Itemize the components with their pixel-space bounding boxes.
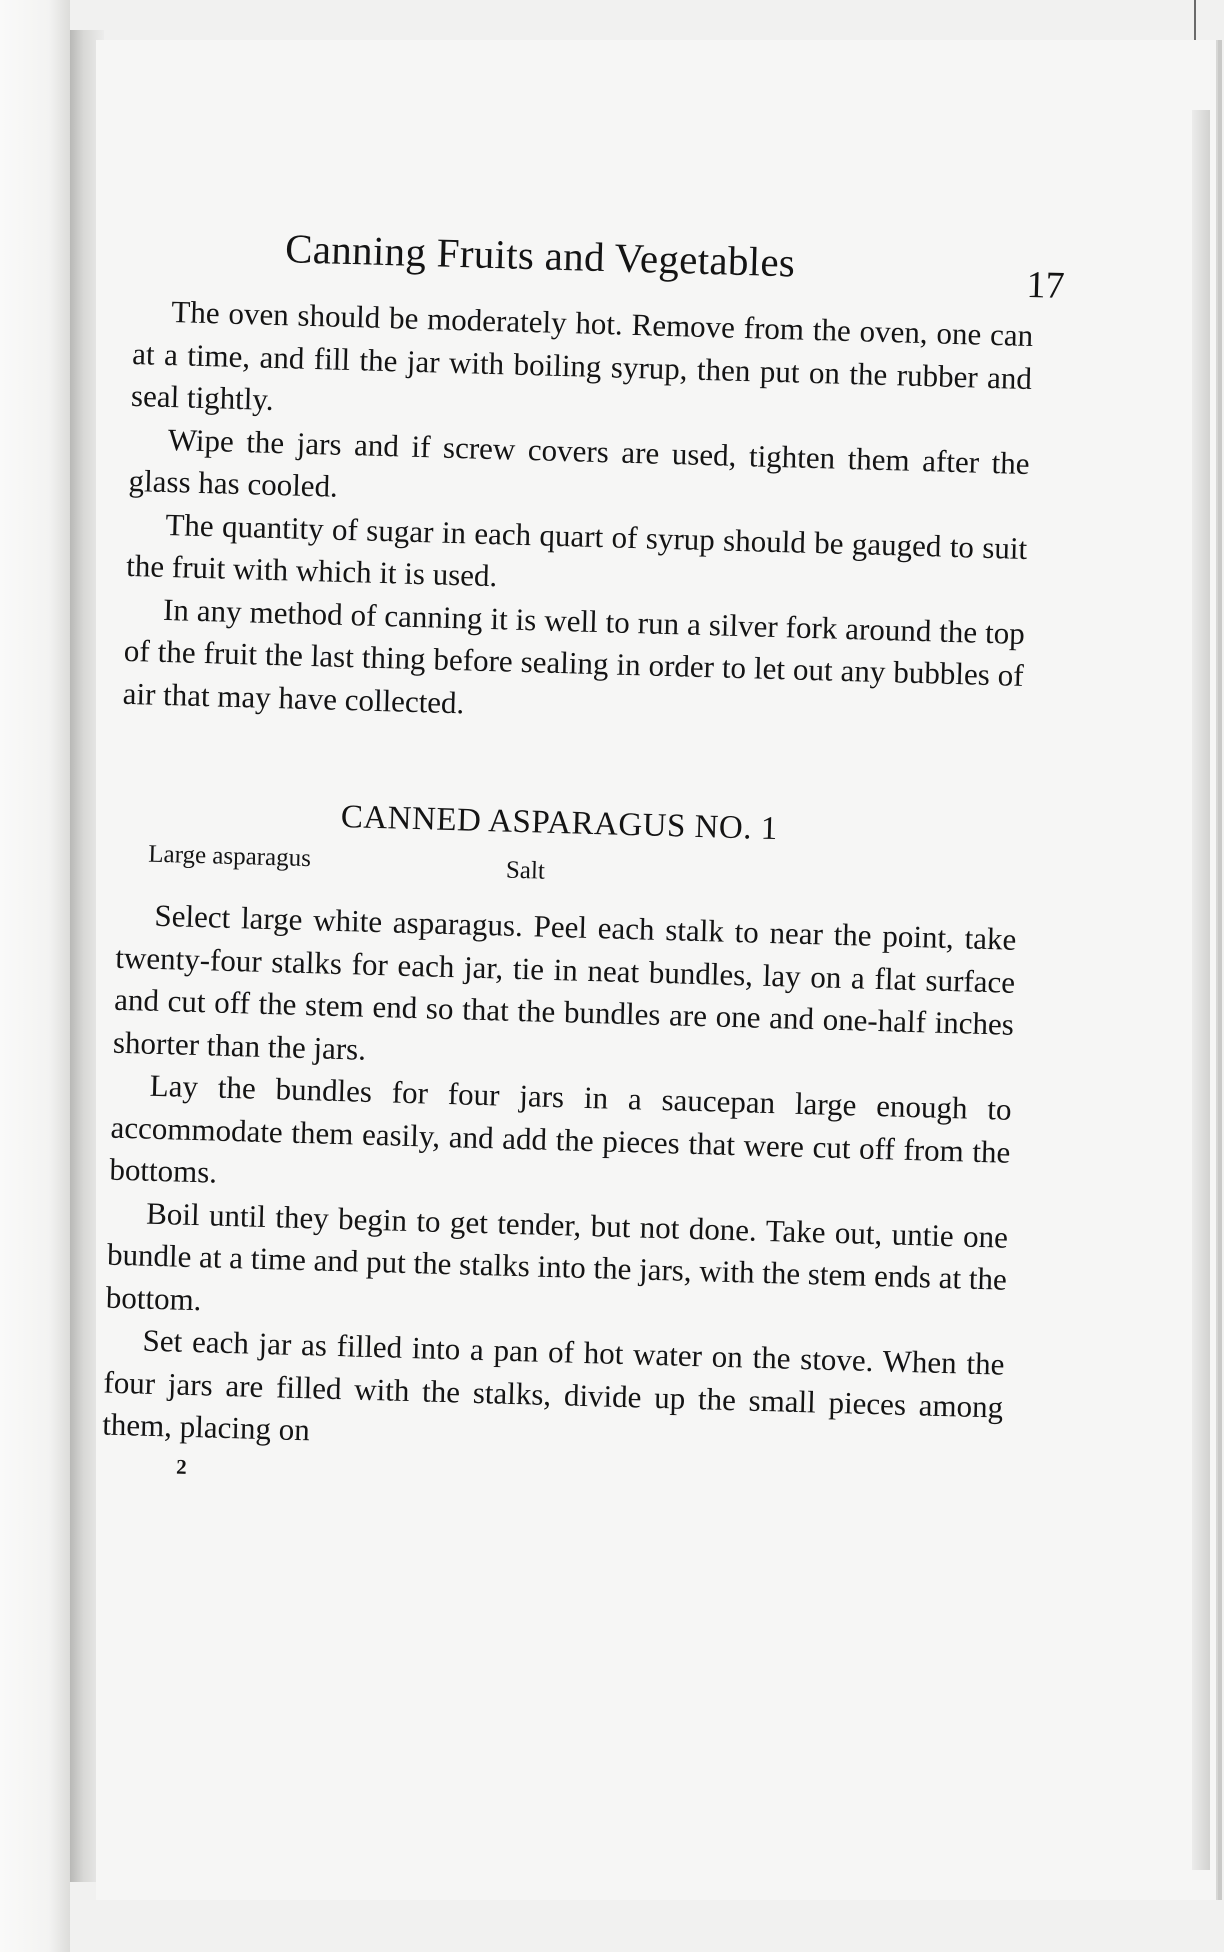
running-title: Canning Fruits and Vegetables [284,225,796,286]
paragraph: Wipe the jars and if screw covers are used, tighten them after the glass has cooled. [128,421,1031,504]
section-heading: CANNED ASPARAGUS NO. 1 [340,798,779,848]
paragraph: Set each jar as filled into a pan of hot water on the stove. When the four jars are filled with the stalks, divide up the small pieces among them, placing on [101,1322,1005,1448]
paragraph: The quantity of sugar in each quart of syrup should be gauged to suit the fruit with which it is used. [125,506,1028,594]
paragraph: Boil until they begin to get tender, but not done. Take out, untie one bundle at a time and put the stalks into the jars, with the stem ends at the bottom. [105,1195,1009,1317]
ingredient-item: Large asparagus [147,840,312,873]
book-page [96,40,1216,1900]
recipe-section [102,894,1017,1471]
ingredient-item: Salt [505,856,546,885]
signature-mark: 2 [175,1454,188,1479]
page-content [101,220,1066,1502]
intro-section [122,290,1034,740]
paragraph: In any method of canning it is well to run a silver fork around the top of the fruit the last thing before sealing in order to let out any bubbles of air that may have collected. [122,591,1026,720]
page-number: 17 [1025,263,1066,307]
paragraph: The oven should be moderately hot. Remove from the oven, one can at a time, and fill the jar with boiling syrup, then put on the rubber and seal tightly. [130,294,1034,417]
page-edge-stack [1192,110,1210,1870]
paragraph: Select large white asparagus. Peel each stalk to near the point, take twenty-four stalks for each jar, tie in neat bundles, lay on a flat surface and cut off the stem end so that the bundles are one and one-half inches shorter than the jars. [112,897,1017,1067]
paragraph: Lay the bundles for four jars in a saucepan large enough to accommodate them easily, and add the pieces that were cut off from the bottoms. [108,1067,1012,1190]
facing-page-edge [0,0,70,1952]
